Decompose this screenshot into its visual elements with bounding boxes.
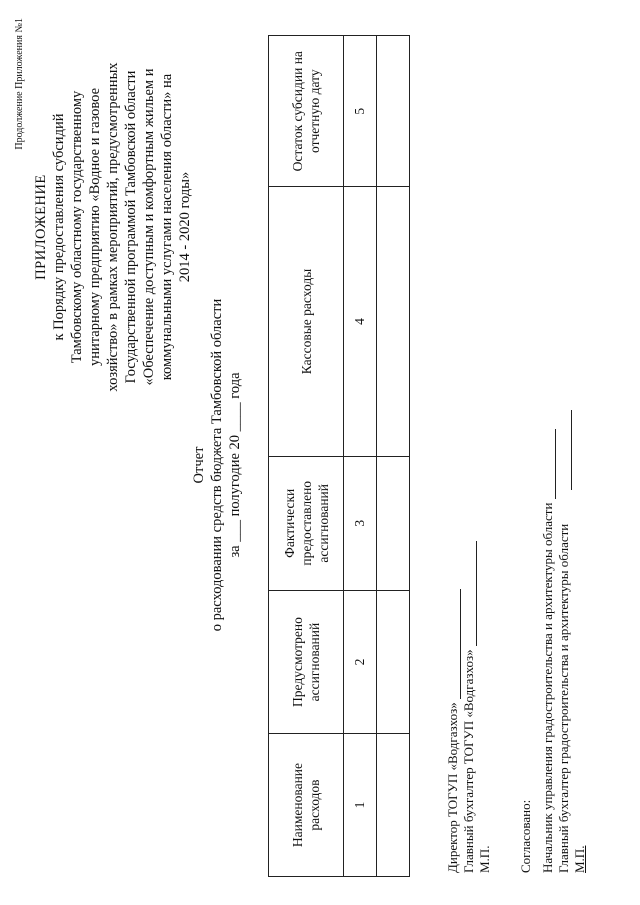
table-row xyxy=(377,36,410,877)
column-header: Фактически предоставлено ассигнований xyxy=(269,456,344,591)
table-cell xyxy=(377,36,410,187)
report-table-container xyxy=(268,35,410,877)
table-cell xyxy=(377,734,410,877)
column-header: Остаток субсидии на отчетную дату xyxy=(269,36,344,187)
stamp-label: М.П. xyxy=(477,845,492,873)
signature-underline xyxy=(571,411,572,491)
appendix-title: ПРИЛОЖЕНИЕ xyxy=(33,174,49,280)
table-header-row xyxy=(269,36,344,877)
appendix-line: 2014 - 2020 годы» xyxy=(177,171,193,283)
stamp-label: М.П. xyxy=(572,845,587,873)
appendix-line: «Обеспечение доступным и комфортным жильем и xyxy=(141,68,157,386)
report-title: Отчет xyxy=(191,446,207,484)
signature-underline xyxy=(476,541,477,646)
column-header: Наименование расходов xyxy=(269,734,344,877)
report-period: за ___ полугодие 20 ____ года xyxy=(227,372,243,558)
table-cell xyxy=(377,187,410,456)
column-number: 5 xyxy=(344,36,377,187)
department-accountant-label: Главный бухгалтер градостроительства и архитектуры области xyxy=(556,523,571,873)
report-table xyxy=(268,35,410,877)
table-cell xyxy=(377,591,410,734)
continuation-note: Продолжение Приложения №1 xyxy=(14,18,25,150)
chief-accountant-signature-line xyxy=(461,541,477,873)
report-heading xyxy=(190,245,244,685)
table-number-row xyxy=(344,36,377,877)
column-number: 4 xyxy=(344,187,377,456)
department-head-signature-line xyxy=(540,411,556,874)
appendix-line: Государственной программой Тамбовской области xyxy=(123,70,139,384)
column-number: 3 xyxy=(344,456,377,591)
column-number: 1 xyxy=(344,734,377,877)
column-number: 2 xyxy=(344,591,377,734)
table-cell xyxy=(377,456,410,591)
chief-accountant-label: Главный бухгалтер ТОГУП «Водгазхоз» xyxy=(461,649,476,873)
appendix-line: Тамбовскому областному государственному xyxy=(69,90,85,364)
director-label: Директор ТОГУП «Водгазхоз» xyxy=(445,702,460,873)
agreement-block xyxy=(518,411,588,874)
appendix-line: к Порядку предоставления субсидий xyxy=(51,113,67,341)
column-header: Кассовые расходы xyxy=(269,187,344,456)
appendix-header xyxy=(32,17,194,437)
appendix-line: унитарному предприятию «Водное и газовое xyxy=(87,87,103,367)
signature-block xyxy=(445,541,493,873)
agreed-label: Согласовано: xyxy=(518,799,533,873)
department-accountant-signature-line xyxy=(556,411,572,874)
report-subtitle: о расходовании средств бюджета Тамбовской области xyxy=(209,298,225,632)
appendix-line: коммунальными услугами населения области» на xyxy=(159,73,175,381)
department-head-label: Начальник управления градостроительства и архитектуры области xyxy=(540,502,555,873)
appendix-line: хозяйство» в рамках мероприятий, предусмотренных xyxy=(105,62,121,392)
column-header: Предусмотрено ассигнований xyxy=(269,591,344,734)
director-signature-line xyxy=(445,541,461,873)
